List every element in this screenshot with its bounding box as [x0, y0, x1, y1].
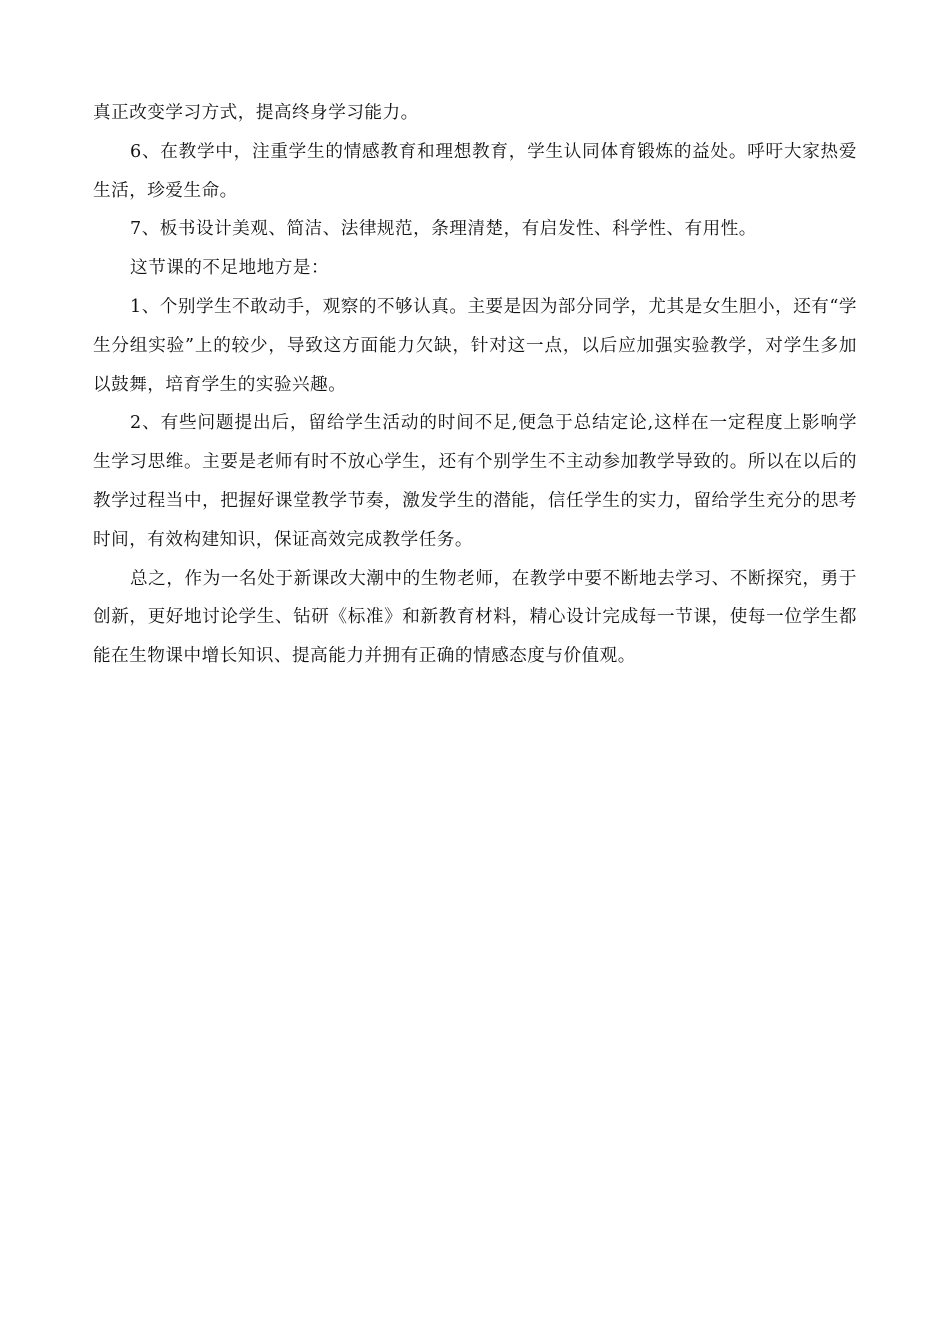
- paragraph-point-6: 6、在教学中，注重学生的情感教育和理想教育，学生认同体育锻炼的益处。呼吁大家热爱生活，珍爱生命。: [93, 141, 857, 201]
- paragraph-shortcomings-heading: 这节课的不足地地方是：: [130, 258, 330, 279]
- paragraph-continuation: 真正改变学习方式，提高终身学习能力。: [93, 103, 419, 123]
- paragraph-point-7: 7、板书设计美观、简洁、法律规范，条理清楚，有启发性、科学性、有用性。: [130, 219, 757, 240]
- paragraph-shortcoming-2: 2、有些问题提出后，留给学生活动的时间不足,便急于总结定论,这样在一定程度上影响学生学习思维。主要是老师有时不放心学生，还有个别学生不主动参加教学导致的。所以在以后的教学过程当中，把握好课堂教学节奏，激发学生的潜能，信任学生的实力，留给学生充分的思考时间，有效构建知识，保证高效完成教学任务。: [93, 413, 857, 550]
- document-page: [93, 94, 857, 676]
- paragraph-shortcoming-1: 1、个别学生不敢动手，观察的不够认真。主要是因为部分同学，尤其是女生胆小，还有“学生分组实验”上的较少，导致这方面能力欠缺，针对这一点，以后应加强实验教学，对学生多加以鼓舞，培育学生的实验兴趣。: [93, 296, 857, 395]
- paragraph-conclusion: 总之，作为一名处于新课改大潮中的生物老师，在教学中要不断地去学习、不断探究，勇于创新，更好地讨论学生、钻研《标准》和新教育材料，精心设计完成每一节课，使每一位学生都能在生物课中增长知识、提高能力并拥有正确的情感态度与价值观。: [93, 568, 857, 667]
